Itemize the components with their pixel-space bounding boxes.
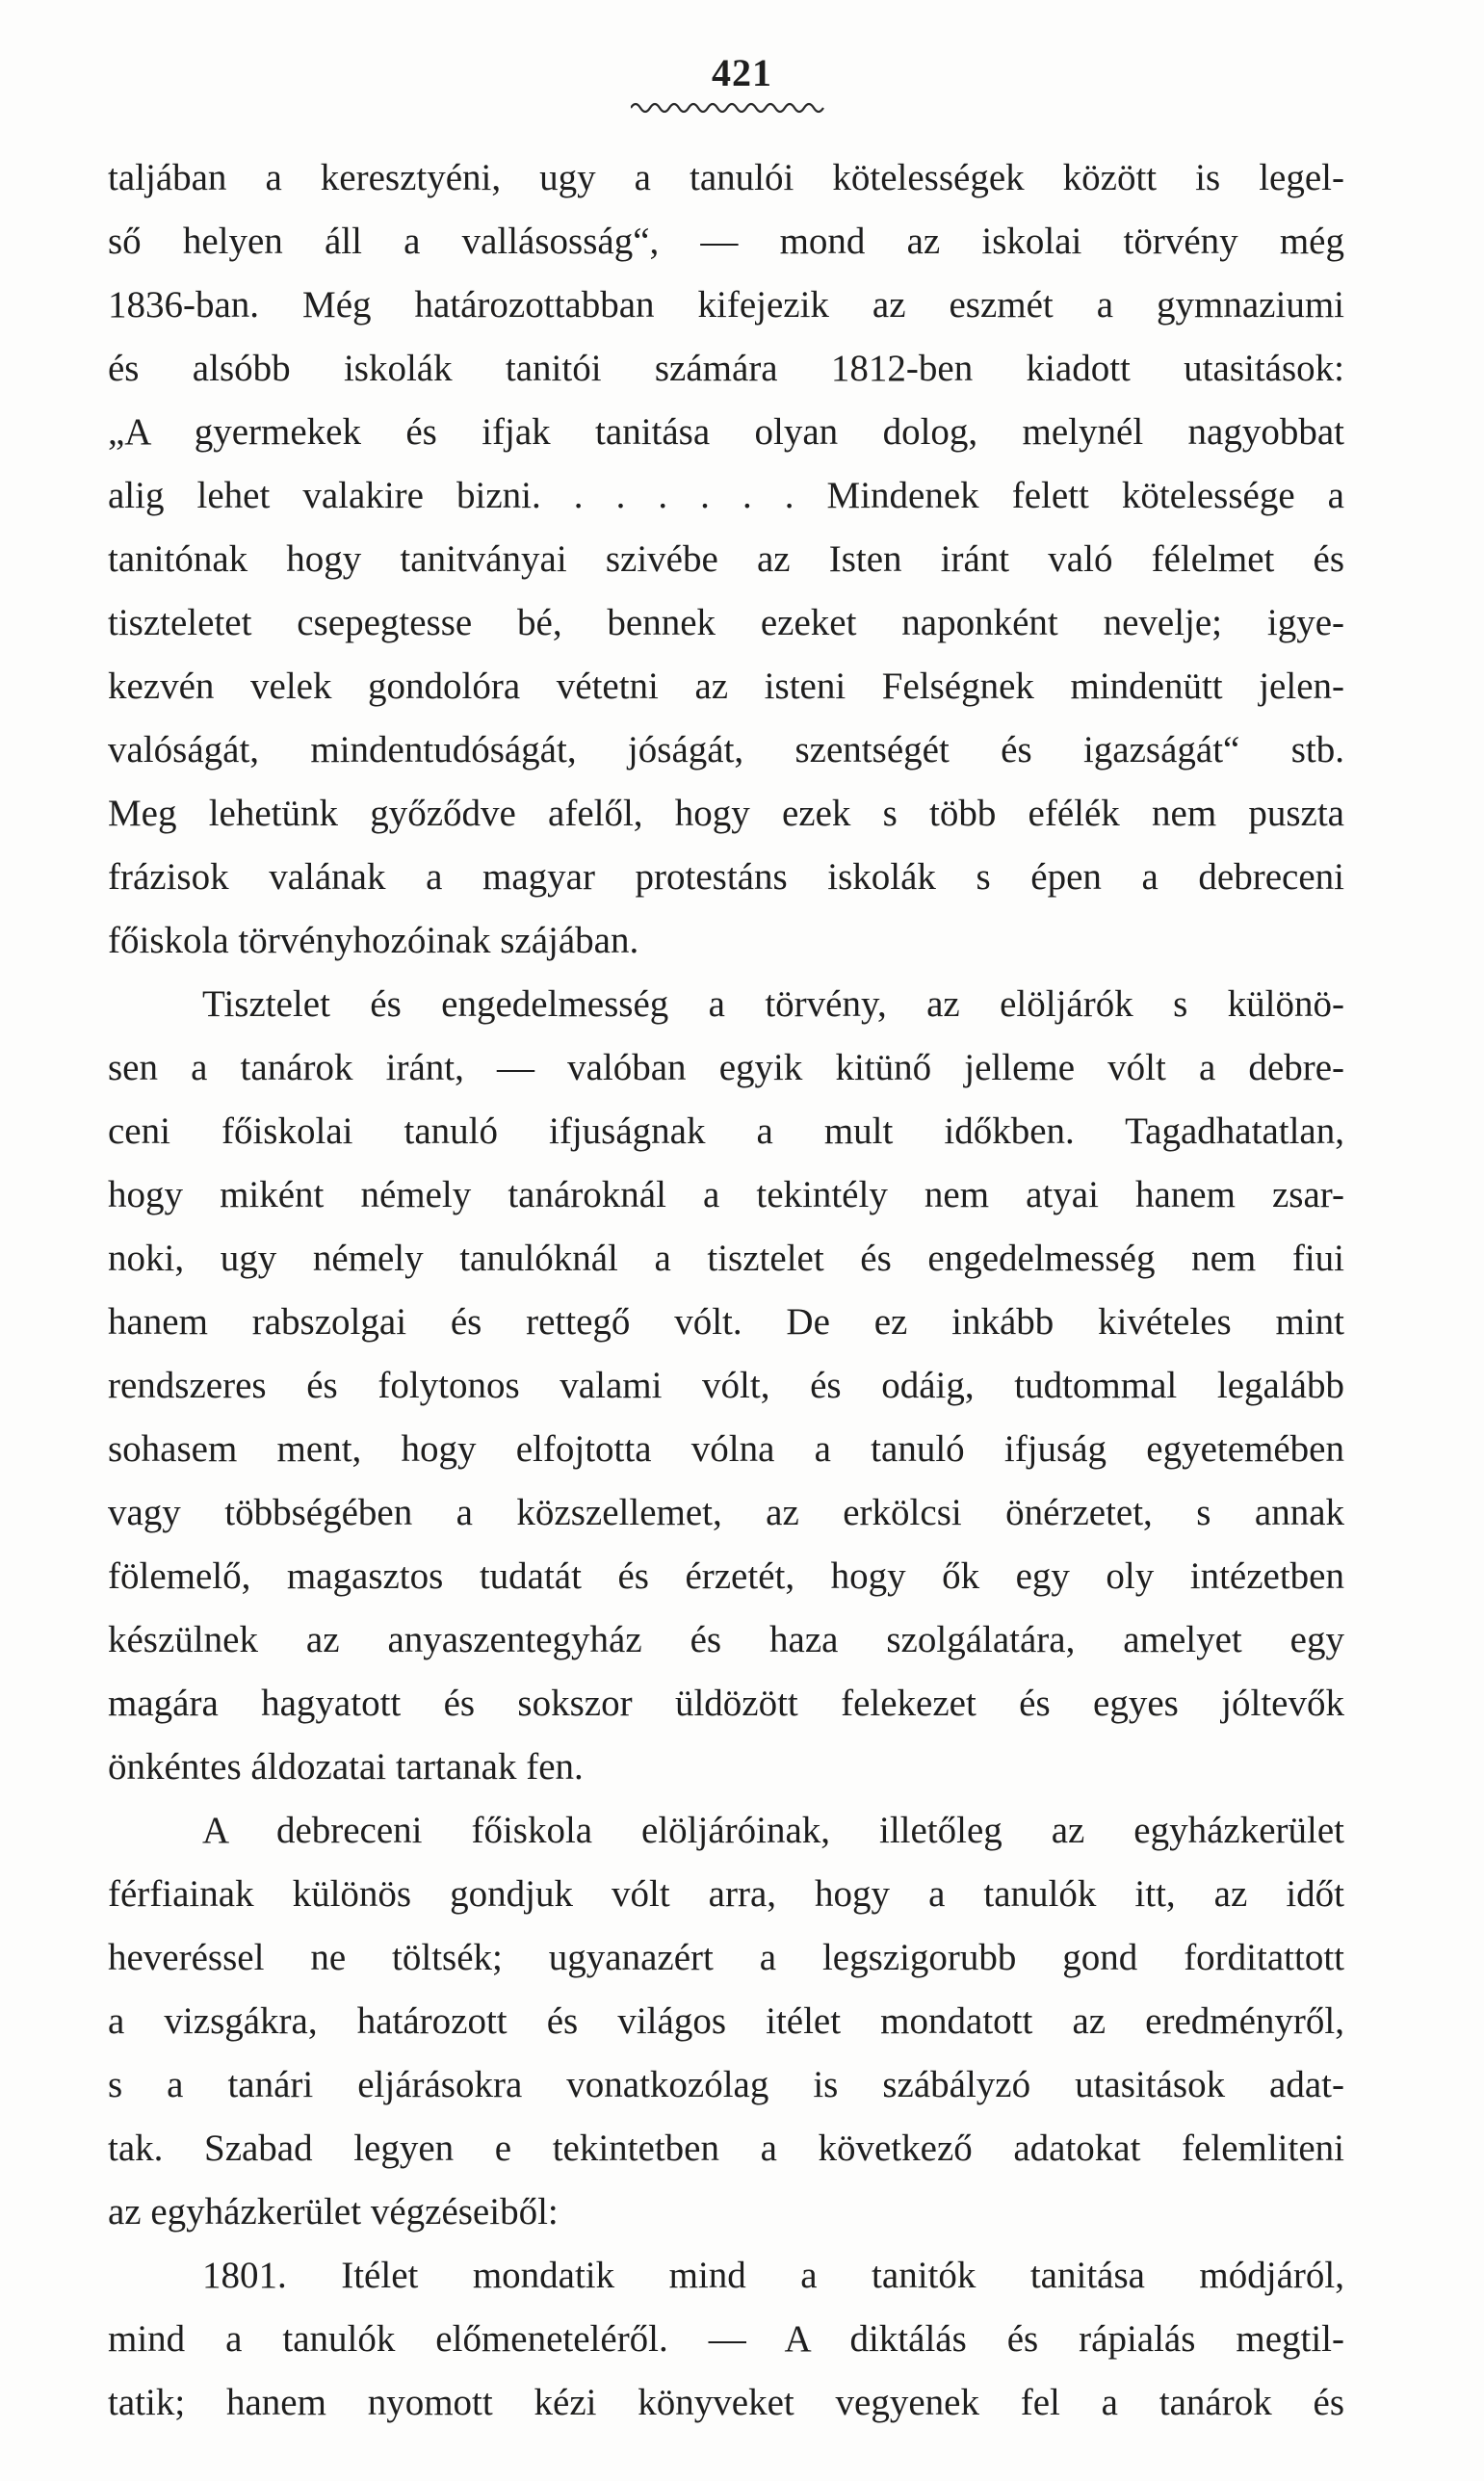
text-line: tanitónak hogy tanitványai szivébe az Isten iránt való félelmet és (108, 538, 1344, 580)
text-line: és alsóbb iskolák tanitói számára 1812-ben kiadott utasitások: (108, 348, 1344, 389)
text-line: a vizsgákra, határozott és világos itélet mondatott az eredményről, (108, 2000, 1344, 2042)
text-line: hanem rabszolgai és rettegő vólt. De ez inkább kivételes mint (108, 1301, 1344, 1343)
text-line: tiszteletet csepegtesse bé, bennek ezeket naponként nevelje; igye- (108, 602, 1344, 643)
text-line: ső helyen áll a vallásosság“, — mond az iskolai törvény még (108, 221, 1344, 262)
body-text (108, 146, 1344, 2435)
text-line: sohasem ment, hogy elfojtotta vólna a tanuló ifjuság egyetemében (108, 1428, 1344, 1470)
text-line: heveréssel ne töltsék; ugyanazért a legszigorubb gond forditattott (108, 1937, 1344, 1978)
text-line: ceni főiskolai tanuló ifjuságnak a mult időkben. Tagadhatatlan, (108, 1110, 1344, 1152)
paragraph-first-line: Tisztelet és engedelmesség a törvény, az elöljárók s különö- (202, 983, 1344, 1025)
paragraph-first-line: 1801. Itélet mondatik mind a tanitók tanitása módjáról, (202, 2255, 1344, 2296)
text-line: taljában a keresztyéni, ugy a tanulói kötelességek között is legel- (108, 157, 1344, 198)
text-line: fölemelő, magasztos tudatát és érzetét, hogy ők egy oly intézetben (108, 1555, 1344, 1597)
text-line: valóságát, mindentudóságát, jóságát, szentségét és igazságát“ stb. (108, 729, 1344, 770)
text-line: s a tanári eljárásokra vonatkozólag is szábályzó utasitások adat- (108, 2064, 1344, 2105)
text-line: mind a tanulók előmeneteléről. — A diktálás és rápialás megtil- (108, 2318, 1344, 2360)
text-line: tatik; hanem nyomott kézi könyveket vegyenek fel a tanárok és (108, 2382, 1344, 2423)
text-line: rendszeres és folytonos valami vólt, és odáig, tudtommal legalább (108, 1365, 1344, 1406)
text-line: sen a tanárok iránt, — valóban egyik kitünő jelleme vólt a debre- (108, 1047, 1344, 1088)
text-line: alig lehet valakire bizni. . . . . . . Mindenek felett kötelessége a (108, 475, 1344, 516)
wavy-ornament-rule (631, 100, 828, 116)
text-line: hogy miként némely tanároknál a tekintély nem atyai hanem zsar- (108, 1174, 1344, 1215)
page-number: 421 (712, 51, 772, 94)
text-line: vagy többségében a közszellemet, az erkölcsi önérzetet, s annak (108, 1492, 1344, 1533)
paragraph-first-line: A debreceni főiskola elöljáróinak, illetőleg az egyházkerület (202, 1810, 1344, 1851)
text-line: készülnek az anyaszentegyház és haza szolgálatára, amelyet egy (108, 1619, 1344, 1660)
text-line: kezvén velek gondolóra vétetni az isteni Felségnek mindenütt jelen- (108, 666, 1344, 707)
text-line: 1836-ban. Még határozottabban kifejezik az eszmét a gymnaziumi (108, 284, 1344, 326)
text-line: magára hagyatott és sokszor üldözött felekezet és egyes jóltevők (108, 1683, 1344, 1724)
text-line: Meg lehetünk győződve afelől, hogy ezek s több efélék nem puszta (108, 793, 1344, 834)
text-line: az egyházkerület végzéseiből: (108, 2191, 559, 2233)
text-line: „A gyermekek és ifjak tanitása olyan dolog, melynél nagyobbat (108, 411, 1344, 453)
text-line: tak. Szabad legyen e tekintetben a következő adatokat felemliteni (108, 2128, 1344, 2169)
text-line: frázisok valának a magyar protestáns iskolák s épen a debreceni (108, 856, 1344, 898)
text-line: noki, ugy némely tanulóknál a tisztelet és engedelmesség nem fiui (108, 1238, 1344, 1279)
text-line: főiskola törvényhozóinak szájában. (108, 920, 639, 961)
text-line: férfiainak különös gondjuk vólt arra, hogy a tanulók itt, az időt (108, 1873, 1344, 1915)
text-line: önkéntes áldozatai tartanak fen. (108, 1746, 584, 1788)
